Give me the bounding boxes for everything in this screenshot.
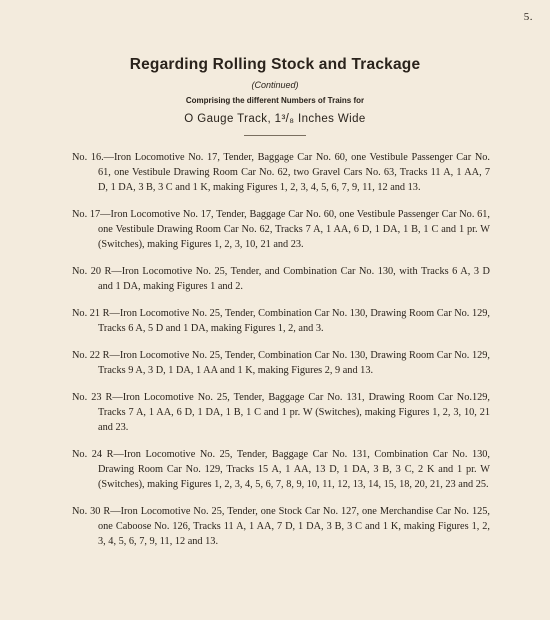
train-entry-16: No. 16.—Iron Locomotive No. 17, Tender, Baggage Car No. 60, one Vestibule Passenger Car No. 61, one Vestibule Drawing Room Car No. 62, two Gravel Cars No. 63, Tracks 11 A, 1 AA, 7 D, 1 DA, 3 B, 3 C and 1 K, making Figures 1, 2, 3, 4, 5, 6, 7, 9, 11, 12 and 13. [72,152,490,193]
train-entry-21r: No. 21 R—Iron Locomotive No. 25, Tender, Combination Car No. 130, Drawing Room Car No. 129, Tracks 6 A, 5 D and 1 DA, making Figures 1, 2, and 3. [72,308,490,334]
train-entry-30r: No. 30 R—Iron Locomotive No. 25, Tender, one Stock Car No. 127, one Merchandise Car No. 125, one Caboose No. 126, Tracks 11 A, 1 AA, 7 D, 1 DA, 3 B, 3 C and 1 K, making Figures 1, 2, 3, 4, 5, 6, 7, 9, 11, 12 and 13. [72,506,490,547]
page-header [0,56,550,136]
train-entry-17: No. 17—Iron Locomotive No. 17, Tender, Baggage Car No. 60, one Vestibule Passenger Car No. 61, one Vestibule Drawing Room Car No. 62, Tracks 7 A, 1 AA, 6 D, 1 DA, 1 B, 1 C and 1 pr. W (Switches), making Figures 1, 2, 3, 10, 21 and 23. [72,209,490,250]
train-list [72,150,490,561]
train-entry-24r: No. 24 R—Iron Locomotive No. 25, Tender, Baggage Car No. 131, Combination Car No. 130, Drawing Room Car No. 129, Tracks 15 A, 1 AA, 13 D, 1 DA, 3 B, 3 C, 2 K and 1 pr. W (Switches), making Figures 1, 2, 3, 4, 5, 6, 7, 8, 9, 10, 11, 12, 13, 14, 15, 18, 20, 21, 23 and 25. [72,449,490,490]
page-title: Regarding Rolling Stock and Trackage [129,56,421,73]
train-entry-20r: No. 20 R—Iron Locomotive No. 25, Tender, and Combination Car No. 130, with Tracks 6 A, 3 D and 1 DA, making Figures 1 and 2. [72,266,490,292]
subtitle: Comprising the different Numbers of Trains for [185,96,365,105]
train-entry-23r: No. 23 R—Iron Locomotive No. 25, Tender, Baggage Car No. 131, Drawing Room Car No.129, Tracks 7 A, 1 AA, 6 D, 1 DA, 1 B, 1 C and 1 pr. W (Switches), making Figures 1, 2, 3, 10, 21 and 23. [72,392,490,433]
page-number: 5. [523,11,533,23]
train-entry-22r: No. 22 R—Iron Locomotive No. 25, Tender, Combination Car No. 130, Drawing Room Car No. 129, Tracks 9 A, 3 D, 1 DA, 1 AA and 1 K, making Figures 2, 9 and 13. [72,350,490,376]
divider [244,135,306,136]
continued-note: (Continued) [251,80,299,90]
gauge-heading: O Gauge Track, 1³/₈ Inches Wide [184,113,366,125]
